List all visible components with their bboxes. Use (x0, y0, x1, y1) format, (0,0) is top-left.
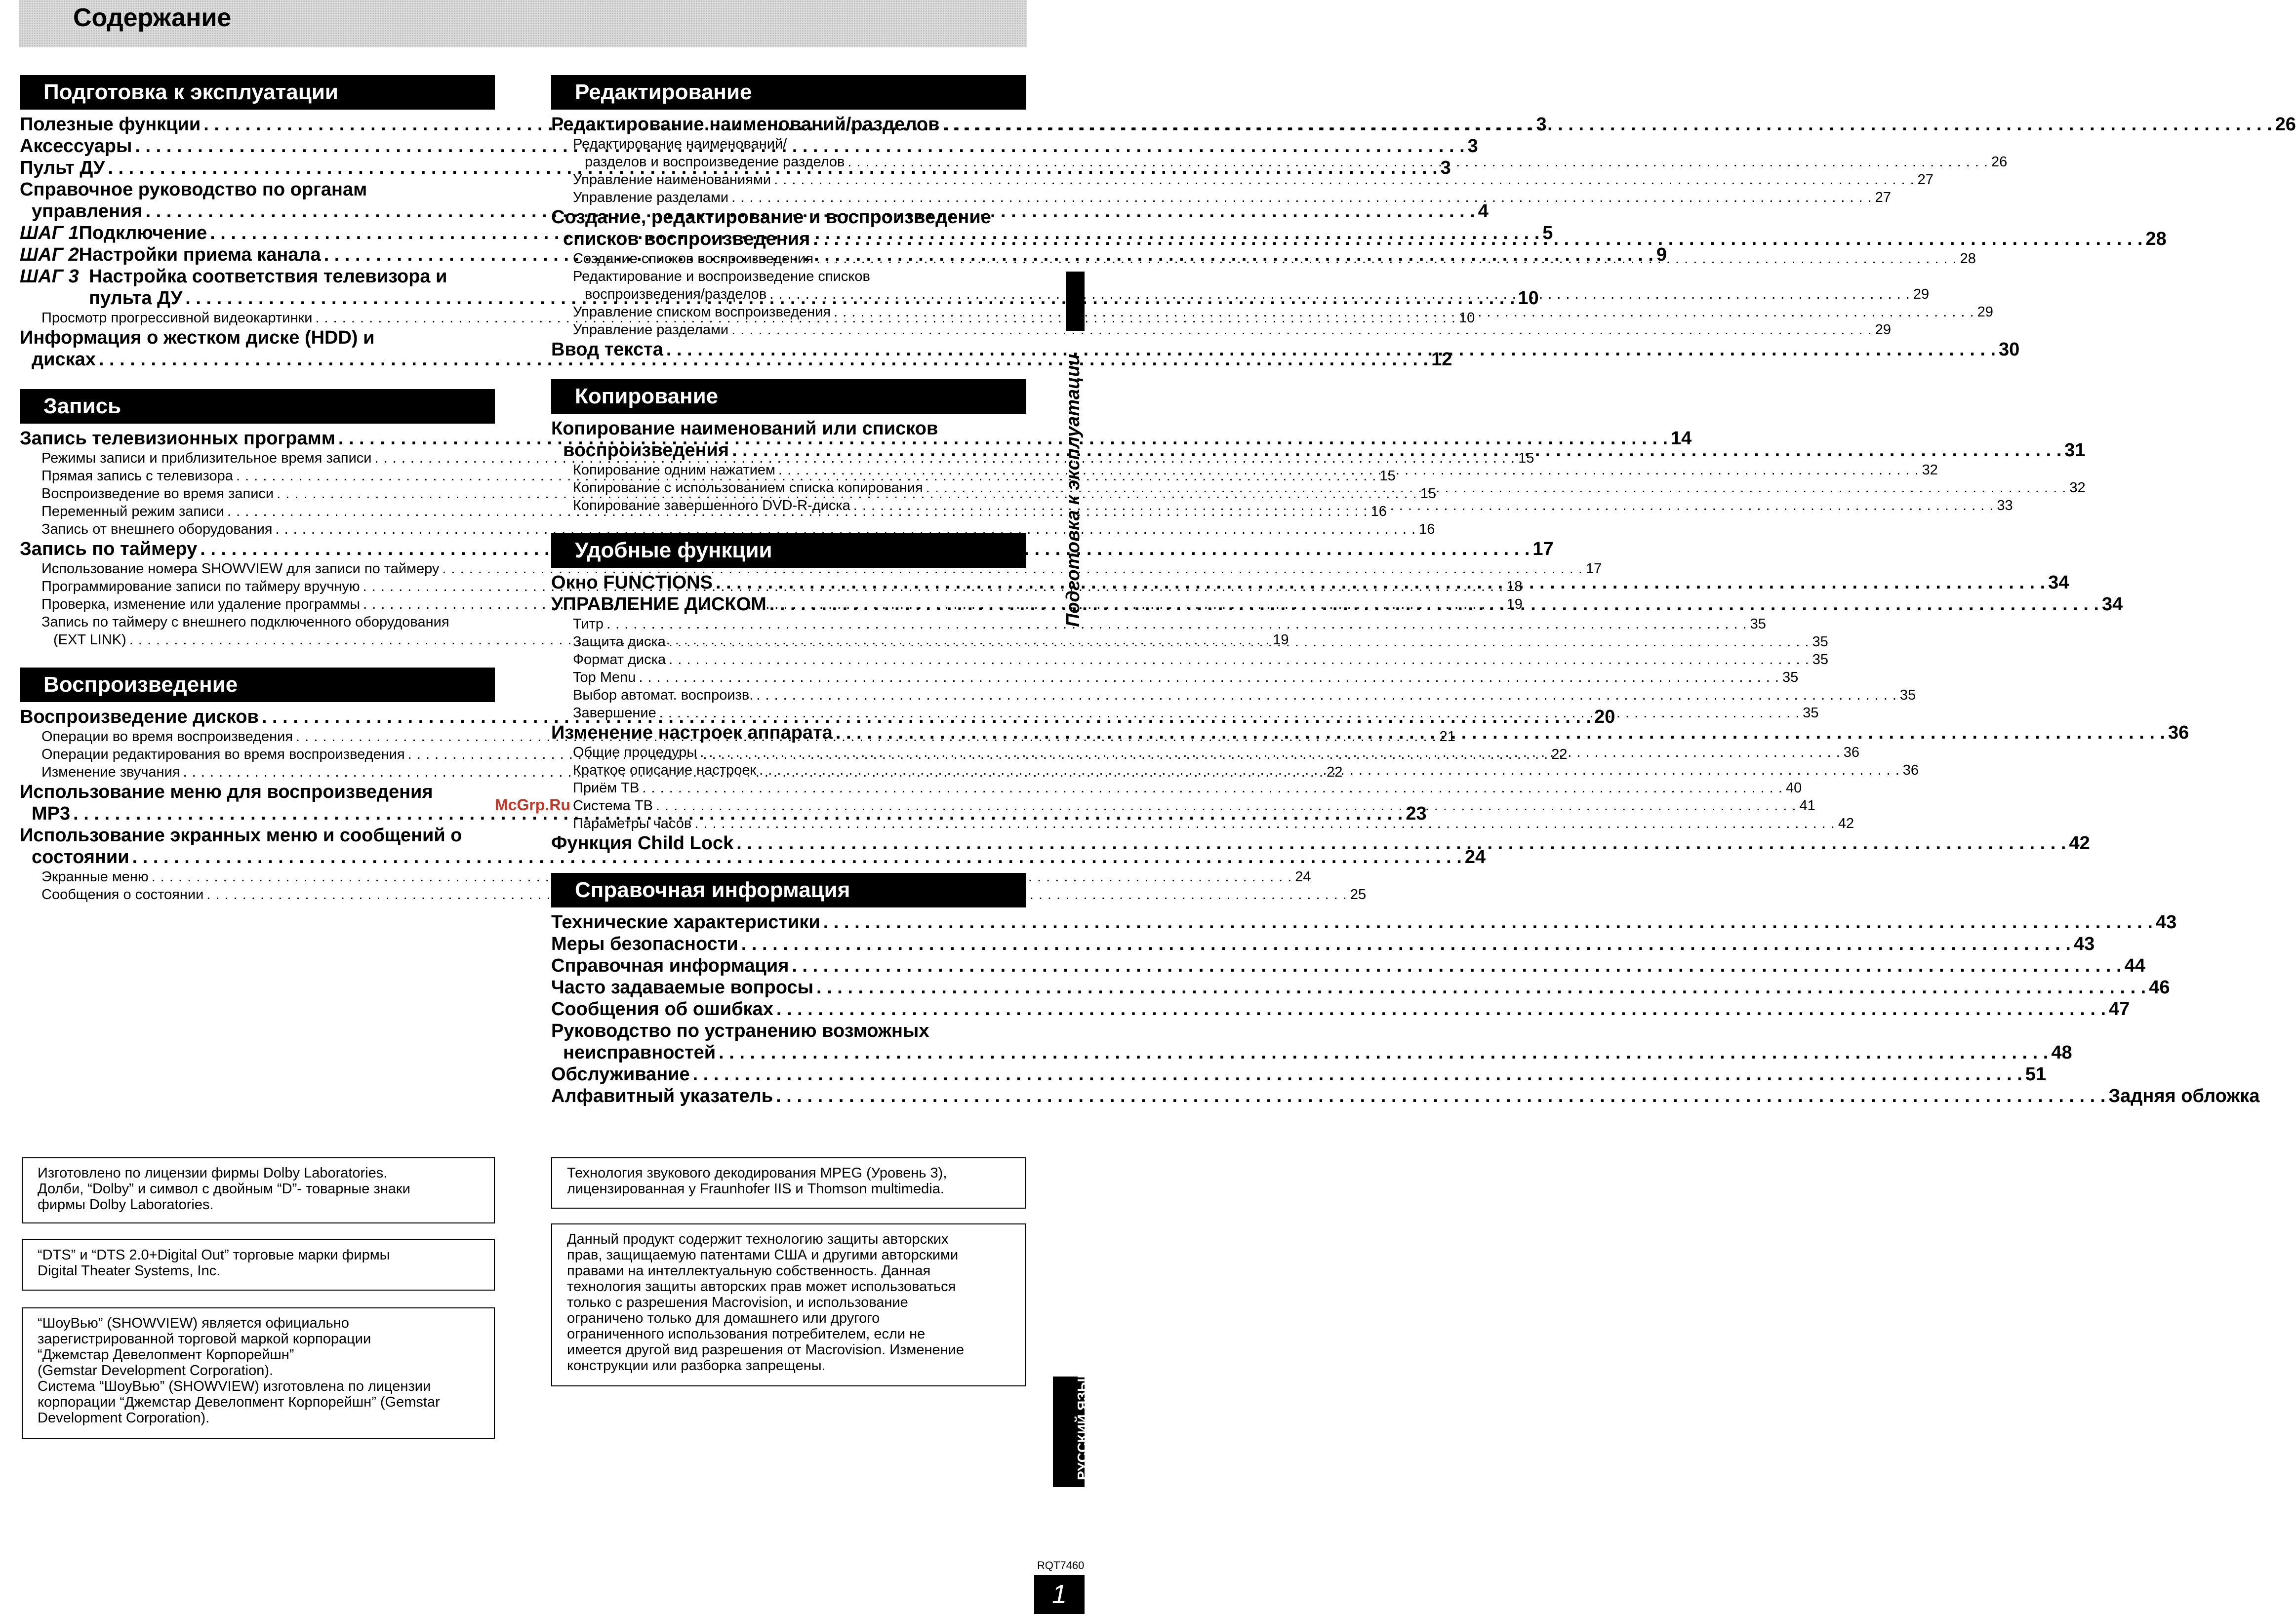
toc-subentry[interactable] (551, 189, 1891, 206)
page-number-ref: 12 (1431, 349, 1452, 370)
section-header: Удобные функции (551, 533, 1026, 568)
page-number-ref: 28 (1960, 251, 1976, 267)
dot-leader (756, 686, 1897, 704)
toc-entry-title: Обслуживание (551, 1064, 690, 1085)
toc-entry-title-continued: разделов и воспроизведение разделов (585, 154, 845, 170)
toc-entry[interactable] (551, 933, 2095, 955)
toc-entry-line (551, 832, 2090, 854)
step-label: ШАГ 3 (20, 266, 79, 287)
note-line: Данный продукт содержит технологию защиты авторских (567, 1231, 949, 1247)
dot-leader (656, 797, 1797, 815)
page-number-ref: 42 (2069, 833, 2090, 854)
page-number-ref: 46 (2149, 977, 2170, 998)
toc-entry-title: Пульт ДУ (20, 157, 105, 178)
section-gap (20, 370, 495, 389)
note-line: зарегистрированной торговой маркой корпорации (38, 1331, 371, 1347)
toc-entry-first-line (20, 266, 495, 287)
page-number-ref: 23 (1406, 803, 1427, 824)
page-number-ref: 48 (2051, 1042, 2072, 1063)
toc-entry-title: Руководство по устранению возможных (551, 1021, 929, 1041)
toc-entry-title: Меры безопасности (551, 934, 738, 954)
language-tab (1053, 1370, 1090, 1487)
toc-subentry[interactable] (551, 615, 1766, 633)
dot-leader (669, 651, 1810, 669)
note-line: Изготовлено по лицензии фирмы Dolby Laboratories. (38, 1165, 388, 1181)
page-number-ref: 15 (1420, 486, 1436, 502)
dot-leader (776, 998, 2106, 1020)
dot-leader (666, 339, 1996, 360)
dot-leader (769, 285, 1910, 303)
toc-entry-title: Top Menu (573, 669, 636, 685)
page-number-ref: 3 (1536, 114, 1547, 135)
dot-leader (642, 779, 1783, 797)
page-number-ref: 29 (1913, 286, 1930, 302)
page-number-ref: 35 (1899, 687, 1916, 703)
page-number-ref: 31 (2064, 440, 2086, 461)
page-number-ref: 36 (1843, 745, 1860, 760)
toc-entry-title: Часто задаваемые вопросы (551, 977, 814, 998)
toc-entry-title: Копирование наименований или списков (551, 418, 938, 439)
page-number-ref: 18 (1506, 579, 1523, 594)
page-number-ref: 34 (2102, 594, 2123, 615)
dot-leader (741, 933, 2071, 955)
toc-entry-title: Использование меню для воспроизведения (20, 782, 433, 802)
page-number-ref: 4 (1478, 201, 1489, 222)
toc-entry-title: Проверка, изменение или удаление программы (41, 596, 361, 612)
side-section-label: Подготовка к эксплуатации (1063, 354, 1084, 627)
page-number-ref: 17 (1532, 539, 1554, 559)
toc-entry-line (573, 651, 1828, 669)
page-number-ref: 35 (1812, 634, 1828, 650)
toc-entry-title: Создание, редактирование и воспроизведение (551, 207, 991, 228)
section-header: Редактирование (551, 75, 1026, 110)
toc-entry-title-continued: воспроизведения (563, 440, 729, 461)
toc-entry-title: Справочная информация (551, 955, 789, 976)
toc-entry-line (573, 815, 1854, 832)
toc-entry-line (573, 686, 1916, 704)
page-number-ref: 5 (1542, 223, 1553, 243)
page-number-ref: 19 (1506, 596, 1523, 612)
page-number-ref: 27 (1875, 190, 1891, 205)
page-number-ref: 15 (1518, 450, 1534, 466)
toc-entry-first-line (551, 206, 1026, 228)
toc-entry-title: Редактирование наименований/ (573, 136, 787, 152)
page-number-ref: 14 (1671, 428, 1692, 449)
toc-entry-title: Система ТВ (573, 798, 653, 814)
dot-leader (731, 189, 1872, 206)
note-showview (22, 1307, 495, 1439)
toc-entry-title-continued: управления (32, 201, 143, 222)
toc-entry[interactable] (551, 1085, 2260, 1107)
note-line: Система “ШоуВью” (SHOWVIEW) изготовлена по лицензии (38, 1378, 431, 1394)
toc-entry-title: Управление наименованиями (573, 172, 771, 188)
page-number-ref: 24 (1464, 847, 1486, 867)
toc-entry-title: Изменение настроек аппарата (551, 722, 833, 743)
toc-entry-title: Алфавитный указатель (551, 1086, 773, 1106)
toc-subentry[interactable] (551, 686, 1916, 704)
toc-entry-line (573, 189, 1891, 206)
page-number-ref: 20 (1594, 707, 1615, 727)
toc-entry-title: Управление разделами (573, 190, 729, 205)
toc-entry-title: Приём ТВ (573, 780, 640, 796)
toc-entry-title: Управление разделами (573, 322, 729, 338)
page-number-ref: 35 (1782, 669, 1799, 685)
toc-entry-title-continued: MP3 (32, 803, 71, 824)
toc-entry-line (551, 977, 2170, 998)
note-line: лицензированная у Fraunhofer IIS и Thomson multimedia. (567, 1181, 944, 1197)
note-line: Development Corporation). (38, 1410, 210, 1426)
toc-entry-line (573, 779, 1802, 797)
page-number-ref: 35 (1803, 705, 1819, 721)
toc-entry-title: Параметры часов (573, 816, 692, 831)
language-tab-label: РУССКИЙ ЯЗЫК (1075, 1370, 1090, 1480)
dot-leader (816, 977, 2146, 998)
dot-leader (639, 669, 1779, 686)
section-gap (551, 514, 1026, 533)
toc-entry-first-line (20, 179, 495, 200)
note-dts (22, 1239, 495, 1291)
page-number-ref: 34 (2048, 572, 2069, 593)
toc-entry-line (551, 114, 2296, 135)
toc-entry-line (573, 669, 1799, 686)
page-number-ref: 43 (2155, 912, 2177, 933)
toc-subentry[interactable] (20, 520, 1435, 538)
dot-leader (942, 114, 2272, 135)
toc-entry-title: Краткое описание настроек (573, 762, 757, 778)
page-number-ref: 16 (1370, 504, 1387, 519)
toc-entry[interactable] (551, 206, 2167, 250)
toc-entry-line (41, 868, 1311, 886)
page-number-ref: 41 (1799, 798, 1815, 814)
dot-leader (731, 321, 1872, 339)
toc-entry-line (551, 955, 2145, 977)
page-number-ref: 32 (2069, 480, 2086, 496)
toc-entry-first-line (20, 825, 495, 846)
page-number-ref: 17 (1586, 561, 1602, 577)
toc-entry-first-line (41, 613, 495, 631)
toc-entry-title: Редактирование и воспроизведение списков (573, 269, 870, 284)
toc-entry-title: Запись по таймеру с внешнего подключенного оборудования (41, 614, 449, 630)
page-number-ref: 40 (1785, 780, 1802, 796)
toc-subentry[interactable] (20, 868, 1311, 886)
toc-entry[interactable] (551, 977, 2170, 998)
section-header: Подготовка к эксплуатации (20, 75, 495, 110)
toc-entry-title-continued: дисках (32, 349, 96, 370)
page-number-ref: 43 (2073, 934, 2095, 954)
toc-subentry[interactable] (551, 669, 1799, 686)
dot-leader (823, 911, 2153, 933)
page-number-ref: 3 (1467, 136, 1478, 157)
dot-leader (813, 228, 2142, 250)
toc-entry-title: Титр (573, 616, 604, 632)
dot-leader (700, 744, 1841, 761)
toc-entry-continuation (20, 846, 1486, 868)
toc-entry-title: Сообщения о состоянии (41, 887, 204, 903)
toc-entry-line (551, 1063, 2047, 1085)
page-number-ref: 30 (1999, 339, 2020, 360)
toc-entry-title: Завершение (573, 705, 656, 721)
page-number-ref: 42 (1838, 816, 1854, 831)
page-number-ref: 36 (1902, 762, 1919, 778)
page-number-ref: 51 (2025, 1064, 2047, 1085)
dot-leader (792, 955, 2121, 977)
page-number-ref: 21 (1439, 729, 1455, 745)
page-number-ref: Задняя обложка (2108, 1086, 2260, 1106)
dot-leader (836, 722, 2165, 744)
toc-subentry[interactable] (551, 171, 1933, 189)
toc-entry-title-continued: пульта ДУ (89, 288, 183, 309)
page-number-ref: 28 (2145, 229, 2167, 249)
section-header: Запись (20, 389, 495, 424)
toc-entry-first-line (20, 327, 495, 349)
dot-leader (669, 633, 1810, 651)
toc-entry-title-continued: воспроизведения/разделов (585, 286, 767, 302)
page-number-ref: 15 (1379, 468, 1396, 484)
toc-entry[interactable] (551, 832, 2090, 854)
page-number-ref: 9 (1656, 244, 1667, 265)
section-gap (551, 854, 1026, 873)
page-number: 1 (1052, 1579, 1067, 1609)
toc-subentry[interactable] (20, 560, 1602, 578)
page-number-box (1034, 1575, 1085, 1614)
toc-entry-title: Режимы записи и приблизительное время записи (41, 450, 372, 466)
page-number-ref: 22 (1327, 764, 1343, 780)
toc-entry-title: Аксессуары (20, 136, 132, 157)
note-line: (Gemstar Development Corporation). (38, 1363, 274, 1378)
dot-leader (853, 497, 1994, 514)
step-label: ШАГ 1 (20, 223, 79, 243)
note-line: Digital Theater Systems, Inc. (38, 1263, 221, 1279)
toc-entry-first-line (573, 135, 1026, 153)
toc-entry-title: Просмотр прогрессивной видеокартинки (41, 310, 313, 326)
toc-entry-title: Выбор автомат. воспроизв. (573, 687, 754, 703)
dot-leader (847, 153, 1988, 171)
toc-entry-title: Экранные меню (41, 869, 149, 885)
note-line: имеется другой вид разрешения от Macrovision. Изменение (567, 1342, 964, 1358)
page-number-ref: 16 (1419, 521, 1435, 537)
note-mpeg (551, 1157, 1026, 1209)
page-number-ref: 10 (1518, 288, 1539, 309)
dot-leader (716, 572, 2045, 593)
toc-entry-title-continued: состоянии (32, 847, 129, 867)
toc-entry-title: Прямая запись с телевизора (41, 468, 233, 484)
toc-entry-title: Редактирование наименований/разделов (551, 114, 940, 135)
toc-entry-title: Запись по таймеру (20, 539, 198, 559)
toc-entry-title: Справочное руководство по органам (20, 179, 367, 200)
page-number-ref: 3 (1440, 157, 1451, 178)
page-number-ref: 35 (1812, 652, 1828, 668)
toc-subentry[interactable] (551, 779, 1802, 797)
note-line: технология защиты авторских прав может использоваться (567, 1279, 956, 1295)
section-header: Воспроизведение (20, 668, 495, 702)
side-tab-marker (1066, 272, 1085, 331)
toc-entry-title: Использование номера SHOWVIEW для записи по таймеру (41, 561, 440, 577)
toc-entry-title: Копирование завершенного DVD-R-диска (573, 498, 850, 513)
toc-entry-title: Управление списком воспроизведения (573, 304, 831, 320)
dot-leader (719, 1042, 2048, 1063)
page-title: Содержание (73, 3, 232, 32)
note-dolby (22, 1157, 495, 1223)
toc-entry-continuation (551, 228, 2167, 250)
toc-entry-title: Окно FUNCTIONS (551, 572, 713, 593)
toc-entry-title: Полезные функции (20, 114, 201, 135)
toc-entry-title: Запись телевизионных программ (20, 428, 335, 449)
toc-entry[interactable] (551, 1020, 2072, 1063)
toc-entry-title: Операции во время воспроизведения (41, 729, 293, 745)
toc-entry-title: Программирование записи по таймеру вручную (41, 579, 360, 594)
dot-leader (816, 250, 1957, 268)
toc-entry[interactable] (551, 911, 2177, 933)
dot-leader (736, 832, 2066, 854)
toc-entry-line (551, 1085, 2260, 1107)
toc-entry-title: Сообщения об ошибках (551, 999, 773, 1020)
note-line: конструкции или разборка запрещены. (567, 1358, 826, 1374)
toc-entry-title: Копирование с использованием списка копирования (573, 480, 923, 496)
toc-entry-title: Переменный режим записи (41, 504, 224, 519)
note-line: “Джемстар Девелопмент Корпорейшн” (38, 1347, 294, 1363)
page-number-ref: 47 (2109, 999, 2130, 1020)
toc-entry-title: Общие процедуры (573, 745, 697, 760)
page-number-ref: 10 (1459, 310, 1475, 326)
toc-entry-line (573, 250, 1976, 268)
toc-entry-continuation (551, 1042, 2072, 1063)
section-gap (20, 649, 495, 668)
section-gap (551, 360, 1026, 379)
toc-entry-line (41, 520, 1435, 538)
toc-entry-line (551, 933, 2095, 955)
toc-subentry[interactable] (551, 321, 1891, 339)
step-label: ШАГ 2 (20, 244, 79, 265)
toc-entry[interactable] (551, 114, 2296, 135)
toc-entry-title-continued: списков воспроизведения (563, 229, 810, 249)
dot-leader (769, 593, 2099, 615)
toc-entry-title: Формат диска (573, 652, 666, 668)
toc-entry-title: Операции редактирования во время воспроизведения (41, 747, 405, 762)
toc-entry-line (573, 321, 1891, 339)
note-line: “DTS” и “DTS 2.0+Digital Out” торговые марки фирмы (38, 1247, 390, 1263)
toc-entry-continuation (573, 153, 2008, 171)
dot-leader (776, 1085, 2105, 1107)
page-number-ref: 22 (1551, 747, 1568, 762)
toc-subentry[interactable] (551, 651, 1828, 669)
dot-leader (694, 815, 1835, 832)
toc-entry[interactable] (551, 998, 2130, 1020)
title-bar (19, 0, 1027, 47)
toc-entry-title: Настройка соответствия телевизора и (89, 266, 447, 287)
toc-subentry[interactable] (551, 250, 1976, 268)
toc-subentry[interactable] (551, 135, 2008, 171)
page-number-ref: 26 (2275, 114, 2296, 135)
toc-entry-line (551, 911, 2177, 933)
dot-leader (834, 303, 1974, 321)
toc-entry-title: Технические характеристики (551, 912, 820, 933)
section-header: Копирование (551, 379, 1026, 414)
toc-entry-title: Воспроизведение во время записи (41, 486, 274, 502)
page-number-ref: 36 (2168, 722, 2189, 743)
toc-entry-first-line (20, 781, 495, 803)
page-number-ref: 44 (2124, 955, 2145, 976)
page-number-ref: 24 (1295, 869, 1311, 885)
page-number-ref: 26 (1991, 154, 2008, 170)
toc-entry-line (573, 615, 1766, 633)
page-number-ref: 35 (1750, 616, 1766, 632)
toc-entry-title: Настройки приема канала (79, 244, 321, 265)
note-line: правами на интеллектуальную собственность. Данная (567, 1263, 931, 1279)
toc-entry-first-line (551, 1020, 1026, 1042)
toc-entry-line (573, 171, 1933, 189)
toc-entry-first-line (573, 268, 1026, 285)
note-line: корпорации “Джемстар Девелопмент Корпорейшн” (Gemstar (38, 1394, 440, 1410)
toc-entry-title: УПРАВЛЕНИЕ ДИСКОМ (551, 594, 766, 615)
note-line: только с разрешения Macrovision, и использование (567, 1295, 908, 1310)
page-number-ref: 32 (1922, 462, 1938, 478)
note-line: Долби, “Dolby” и символ с двойным “D”- товарные знаки (38, 1181, 410, 1197)
dot-leader (778, 461, 1919, 479)
page-number-ref: 29 (1875, 322, 1891, 338)
toc-entry-title: Ввод текста (551, 339, 663, 360)
toc-entry[interactable] (551, 955, 2145, 977)
toc-entry[interactable] (551, 1063, 2047, 1085)
toc-entry-title-continued: неисправностей (563, 1042, 716, 1063)
note-line: Технология звукового декодирования MPEG (Уровень 3), (567, 1165, 947, 1181)
page-number-ref: 27 (1917, 172, 1933, 188)
toc-entry-title: Копирование одним нажатием (573, 462, 775, 478)
page-number-ref: 19 (1273, 632, 1289, 648)
note-line: ограничено только для домашнего или другого (567, 1310, 880, 1326)
toc-entry-title: Создание списков воспроизведения (573, 251, 814, 267)
note-line: “ШоуВью” (SHOWVIEW) является официально (38, 1315, 349, 1331)
toc-entry-title: Защита диска (573, 634, 666, 650)
dot-leader (759, 761, 1900, 779)
toc-entry-title: Запись от внешнего оборудования (41, 521, 273, 537)
note-line: ограниченного использования потребителем, если не (567, 1326, 926, 1342)
page-number-ref: 29 (1977, 304, 1993, 320)
toc-entry-line (41, 560, 1602, 578)
toc-entry-line (551, 998, 2130, 1020)
note-line: фирмы Dolby Laboratories. (38, 1197, 214, 1213)
section-header: Справочная информация (551, 873, 1026, 907)
toc-entry-title: Информация о жестком диске (HDD) и (20, 327, 375, 348)
dot-leader (693, 1063, 2022, 1085)
note-macrovision (551, 1223, 1026, 1386)
page-number-ref: 33 (1997, 498, 2013, 513)
toc-entry-title: Подключение (79, 223, 207, 243)
document-code: RQT7460 (1037, 1559, 1085, 1572)
dot-leader (606, 615, 1747, 633)
toc-subentry[interactable] (551, 815, 1854, 832)
dot-leader (926, 479, 2067, 497)
toc-entry-title: Использование экранных меню и сообщений о (20, 825, 462, 846)
dot-leader (774, 171, 1915, 189)
toc-entry-title: Воспроизведение дисков (20, 707, 259, 727)
toc-entry-title: Функция Child Lock (551, 833, 734, 854)
dot-leader (659, 704, 1800, 722)
dot-leader (732, 439, 2061, 461)
page-number-ref: 25 (1350, 887, 1367, 903)
toc-entry-title-continued: (EXT LINK) (53, 632, 126, 648)
watermark: McGrp.Ru (495, 796, 570, 814)
toc-entry-first-line (551, 418, 1026, 439)
toc-entry-title: Изменение звучания (41, 764, 180, 780)
note-line: прав, защищаемую патентами США и другими авторскими (567, 1247, 959, 1263)
